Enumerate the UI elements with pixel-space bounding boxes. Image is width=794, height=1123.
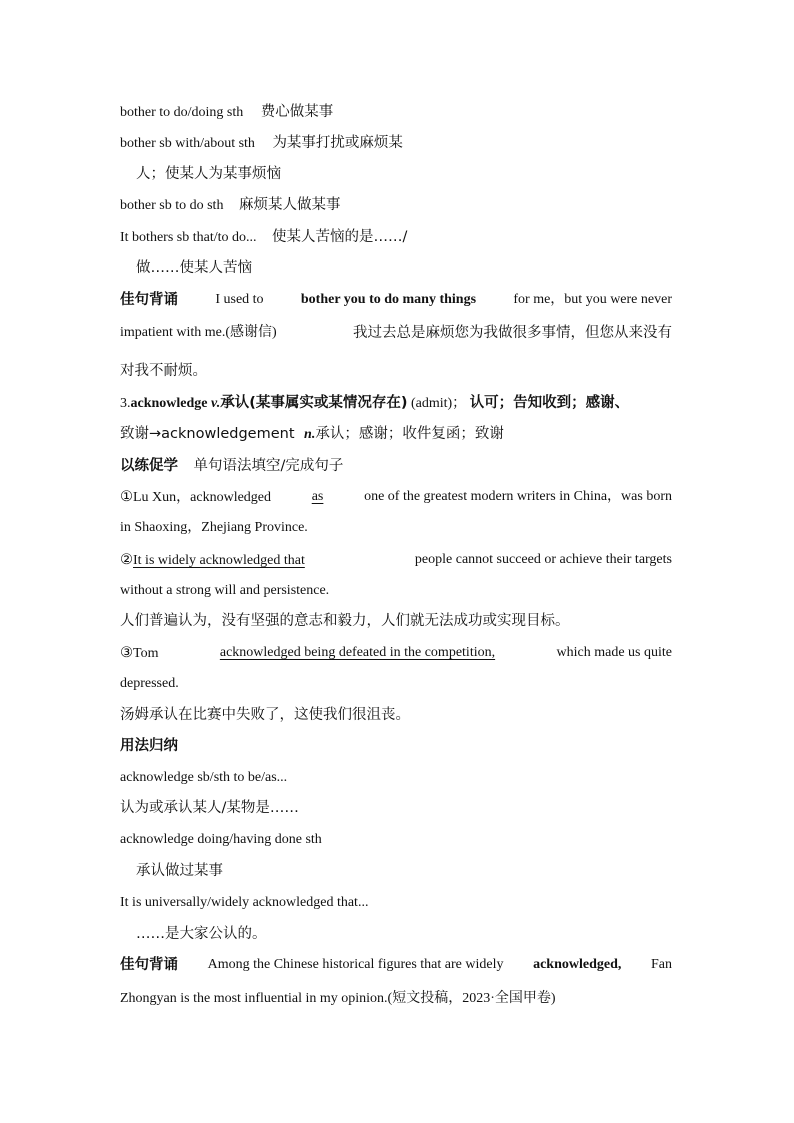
- model-sentence-translation: 对我不耐烦。: [120, 363, 207, 379]
- usage-line-cn: 认为或承认某人/某物是……: [120, 800, 299, 816]
- usage-line-continuation: 人；使某人为某事烦恼: [136, 166, 281, 182]
- exercise-item-2-cont: without a strong will and persistence.: [120, 583, 330, 598]
- usage-line-cn: 承认做过某事: [136, 863, 223, 879]
- model-sentence-cont: impatient with me.(感谢信) 我过去总是麻烦您为我做很多事情，但您从来没有: [120, 325, 672, 341]
- section-tag: 佳句背诵: [120, 292, 178, 308]
- exercise-item-3: ③Tom acknowledged being defeated in the competition, which made us quite: [120, 645, 672, 661]
- exercise-item-1: ①Lu Xun，acknowledged as one of the greatest modern writers in China，was born: [120, 489, 672, 505]
- usage-line: acknowledge doing/having done sth: [120, 832, 322, 847]
- exercise-heading: 以练促学 单句语法填空/完成句子: [120, 458, 344, 474]
- usage-line: acknowledge sb/sth to be/as...: [120, 770, 288, 785]
- key-phrase: acknowledged,: [533, 957, 622, 972]
- vocab-entry: 3.acknowledge v.承认(某事属实或某情况存在) (admit)； 认可；告知收到；感谢、: [120, 395, 630, 411]
- exercise-item-3-cont: depressed.: [120, 676, 179, 691]
- usage-line: bother sb to do sth 麻烦某人做某事: [120, 197, 341, 213]
- model-sentence: 佳句背诵 I used to bother you to do many things for me，but you were never: [120, 292, 672, 308]
- answer: acknowledged being defeated in the competition,: [219, 645, 496, 660]
- usage-line-continuation: 做……使某人苦恼: [136, 260, 252, 276]
- exercise-item-2-translation: 人们普遍认为，没有坚强的意志和毅力，人们就无法成功或实现目标。: [120, 613, 570, 629]
- usage-line-cn: ……是大家公认的。: [136, 926, 267, 942]
- headword: acknowledge: [130, 396, 208, 411]
- usage-line: bother sb with/about sth 为某事打扰或麻烦某: [120, 135, 403, 151]
- model-sentence-cont: Zhongyan is the most influential in my opinion.(短文投稿，2023·全国甲卷): [120, 991, 556, 1006]
- key-phrase: bother you to do many things: [300, 292, 477, 307]
- exercise-item-2: ②It is widely acknowledged that people cannot succeed or achieve their targets: [120, 552, 672, 568]
- model-sentence: 佳句背诵 Among the Chinese historical figures that are widely acknowledged, Fan: [120, 957, 672, 973]
- usage-line: It bothers sb that/to do... 使某人苦恼的是……/: [120, 229, 408, 245]
- usage-line: bother to do/doing sth 费心做某事: [120, 104, 334, 120]
- usage-heading: 用法归纳: [120, 738, 178, 754]
- exercise-item-1-cont: in Shaoxing，Zhejiang Province.: [120, 520, 308, 535]
- answer: It is widely acknowledged that: [133, 553, 305, 568]
- usage-line: It is universally/widely acknowledged that...: [120, 895, 369, 910]
- answer: as: [311, 489, 324, 504]
- section-tag: 佳句背诵: [120, 957, 178, 973]
- exercise-item-3-translation: 汤姆承认在比赛中失败了，这使我们很沮丧。: [120, 707, 410, 723]
- vocab-entry-cont: 致谢→acknowledgement n.承认；感谢；收件复函；致谢: [120, 426, 504, 442]
